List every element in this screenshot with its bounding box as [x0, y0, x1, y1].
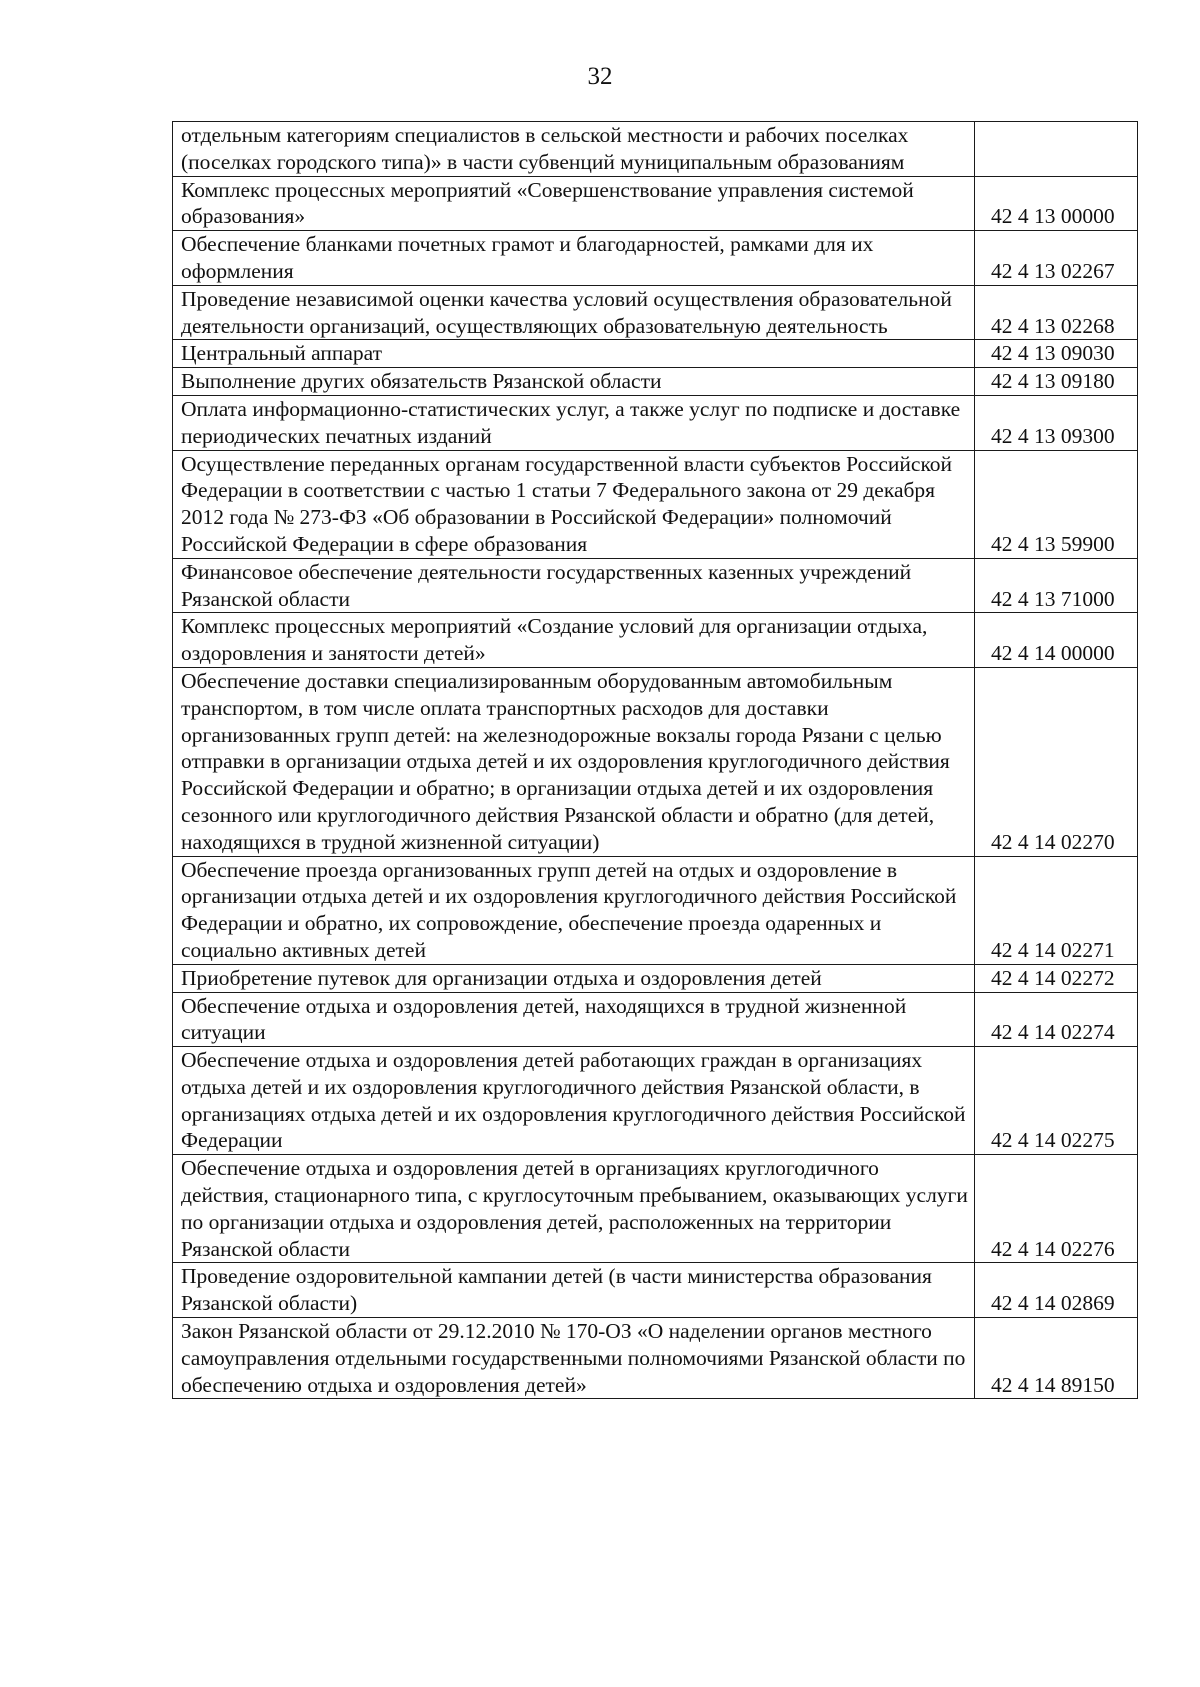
- row-description: Финансовое обеспечение деятельности государственных казенных учреждений Рязанской области: [173, 558, 975, 613]
- table-row: [173, 395, 1138, 450]
- row-code: 42 4 14 02271: [975, 856, 1138, 964]
- row-description: Центральный аппарат: [173, 340, 975, 368]
- row-code: 42 4 13 09180: [975, 368, 1138, 396]
- row-description: Обеспечение проезда организованных групп детей на отдых и оздоровление в организации отдыха детей и их оздоровления круглогодичного действия Российской Федерации и обратно, их сопровождение, обеспечение проезда одаренных и социально активных детей: [173, 856, 975, 964]
- row-code: 42 4 13 09030: [975, 340, 1138, 368]
- row-description: Приобретение путевок для организации отдыха и оздоровления детей: [173, 964, 975, 992]
- row-description: Осуществление переданных органам государственной власти субъектов Российской Федерации в соответствии с частью 1 статьи 7 Федерального закона от 29 декабря 2012 года № 273-ФЗ «Об образовании в Российской Федерации» полномочий Российской Федерации в сфере образования: [173, 450, 975, 558]
- row-description: Обеспечение отдыха и оздоровления детей, находящихся в трудной жизненной ситуации: [173, 992, 975, 1047]
- row-description: Обеспечение отдыха и оздоровления детей в организациях круглогодичного действия, стационарного типа, с круглосуточным пребыванием, оказывающих услуги по организации отдыха и оздоровления детей, расположенных на территории Рязанской области: [173, 1155, 975, 1263]
- table-row: [173, 340, 1138, 368]
- row-code: 42 4 14 00000: [975, 613, 1138, 668]
- table-row: [173, 1318, 1138, 1399]
- row-code: 42 4 14 02275: [975, 1047, 1138, 1155]
- row-description: Обеспечение бланками почетных грамот и благодарностей, рамками для их оформления: [173, 231, 975, 286]
- row-code: 42 4 14 02869: [975, 1263, 1138, 1318]
- table-row: [173, 231, 1138, 286]
- row-code: 42 4 13 09300: [975, 395, 1138, 450]
- table-row: [173, 992, 1138, 1047]
- table-row: [173, 450, 1138, 558]
- table-row: [173, 1263, 1138, 1318]
- table-row: [173, 368, 1138, 396]
- row-code: 42 4 14 89150: [975, 1318, 1138, 1399]
- row-code: 42 4 14 02272: [975, 964, 1138, 992]
- budget-classification-table: [172, 121, 1138, 1399]
- row-code: 42 4 14 02276: [975, 1155, 1138, 1263]
- row-description: Комплекс процессных мероприятий «Совершенствование управления системой образования»: [173, 176, 975, 231]
- row-description: Оплата информационно-статистических услуг, а также услуг по подписке и доставке периодических печатных изданий: [173, 395, 975, 450]
- row-code: [975, 122, 1138, 177]
- row-description: Проведение независимой оценки качества условий осуществления образовательной деятельности организаций, осуществляющих образовательную деятельность: [173, 285, 975, 340]
- row-description: отдельным категориям специалистов в сельской местности и рабочих поселках (поселках городского типа)» в части субвенций муниципальным образованиям: [173, 122, 975, 177]
- row-code: 42 4 13 00000: [975, 176, 1138, 231]
- row-code: 42 4 13 71000: [975, 558, 1138, 613]
- table-row: [173, 285, 1138, 340]
- table-row: [173, 122, 1138, 177]
- table-row: [173, 856, 1138, 964]
- table-row: [173, 176, 1138, 231]
- row-description: Выполнение других обязательств Рязанской области: [173, 368, 975, 396]
- table-row: [173, 558, 1138, 613]
- row-code: 42 4 14 02270: [975, 667, 1138, 856]
- table-row: [173, 1155, 1138, 1263]
- table-row: [173, 964, 1138, 992]
- table-row: [173, 667, 1138, 856]
- row-description: Проведение оздоровительной кампании детей (в части министерства образования Рязанской области): [173, 1263, 975, 1318]
- table-row: [173, 613, 1138, 668]
- row-code: 42 4 13 59900: [975, 450, 1138, 558]
- page-number: 32: [587, 63, 613, 90]
- row-description: Обеспечение отдыха и оздоровления детей работающих граждан в организациях отдыха детей и их оздоровления круглогодичного действия Рязанской области, в организациях отдыха детей и их оздоровления круглогодичного действия Российской Федерации: [173, 1047, 975, 1155]
- row-description: Закон Рязанской области от 29.12.2010 № 170-ОЗ «О наделении органов местного самоуправления отдельными государственными полномочиями Рязанской области по обеспечению отдыха и оздоровления детей»: [173, 1318, 975, 1399]
- row-code: 42 4 13 02267: [975, 231, 1138, 286]
- row-code: 42 4 13 02268: [975, 285, 1138, 340]
- row-description: Обеспечение доставки специализированным оборудованным автомобильным транспортом, в том числе оплата транспортных расходов для доставки организованных групп детей: на железнодорожные вокзалы города Рязани с целью отправки в организации отдыха детей и их оздоровления круглогодичного действия Российской Федерации и обратно; в организации отдыха детей и их оздоровления сезонного или круглогодичного действия Рязанской области и обратно (для детей, находящихся в трудной жизненной ситуации): [173, 667, 975, 856]
- row-code: 42 4 14 02274: [975, 992, 1138, 1047]
- row-description: Комплекс процессных мероприятий «Создание условий для организации отдыха, оздоровления и занятости детей»: [173, 613, 975, 668]
- table-row: [173, 1047, 1138, 1155]
